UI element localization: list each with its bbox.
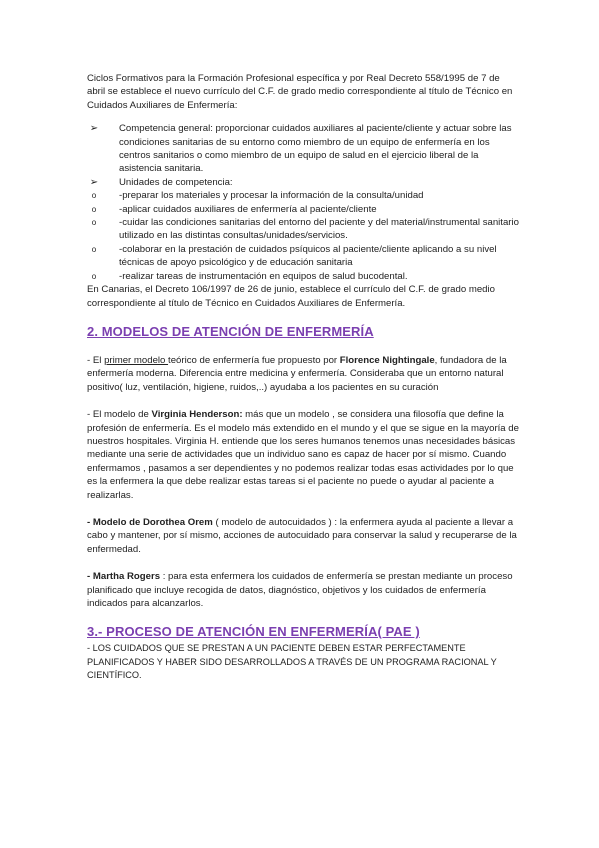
intro-paragraph: Ciclos Formativos para la Formación Profesional específica y por Real Decreto 558/1995 de 7 de abril se establece el nuevo currículo del C.F. de grado medio correspondiente al título de Técnico en Cuidados Auxiliares de Enfermería: (87, 73, 513, 111)
circle-bullet-icon: o (91, 271, 97, 281)
list-item (87, 176, 519, 189)
section-2-heading: 2. MODELOS DE ATENCIÓN DE ENFERMERÍA (87, 323, 374, 339)
list-item (87, 216, 519, 243)
list-item (87, 270, 519, 283)
rogers-paragraph (87, 570, 519, 610)
text-run: , fundadora de la enfermería moderna. Diferencia entre medicina y enfermería. Consideraba que un entorno natural positivo( luz, ventilación, higiene, ruidos,..) ayudaba a los pacientes en su curación (87, 354, 507, 393)
dorothea-orem-name: - Modelo de Dorothea Orem (87, 516, 213, 528)
text-run: - El (87, 354, 105, 366)
list-item-text: -realizar tareas de instrumentación en equipos de salud bucodental. (119, 270, 408, 282)
circle-bullet-icon: o (91, 244, 97, 254)
list-item-text: Unidades de competencia: (119, 176, 233, 188)
martha-rogers-name: - Martha Rogers (87, 571, 161, 583)
virginia-henderson-name: Virginia Henderson: (151, 409, 243, 421)
section-3-heading: 3.- PROCESO DE ATENCIÓN EN ENFERMERÍA( PAE ) (87, 624, 420, 640)
list-item-text: -preparar los materiales y procesar la información de la consulta/unidad (119, 190, 424, 202)
text-run: teórico de enfermería fue propuesto por (168, 354, 340, 366)
list-item (87, 203, 519, 216)
canarias-paragraph: En Canarias, el Decreto 106/1997 de 26 de junio, establece el currículo del C.F. de grado medio correspondiente al título de Técnico en Cuidados Auxiliares de Enfermería. (87, 284, 495, 309)
document-page (87, 72, 519, 683)
list-item-text: -cuidar las condiciones sanitarias del entorno del paciente y del material/instrumental sanitario utilizado en las distintas consultas/unidades/servicios. (119, 217, 519, 242)
circle-bullet-icon: o (91, 191, 97, 201)
henderson-paragraph (87, 408, 519, 502)
orem-paragraph (87, 516, 519, 556)
circle-bullet-icon: o (91, 218, 97, 228)
list-item (87, 189, 519, 202)
list-item-text: -aplicar cuidados auxiliares de enfermería al paciente/cliente (119, 203, 377, 215)
florence-nightingale-name: Florence Nightingale (339, 354, 435, 366)
list-item (87, 122, 519, 176)
arrow-bullet-icon: ➢ (89, 123, 99, 135)
competence-list (87, 122, 519, 283)
text-run: ( modelo de autocuidados ) : la enfermera ayuda al paciente a llevar a cabo y mantener, por sí mismo, acciones de autocuidado para conservar la salud y recuperarse de la enfermedad. (87, 516, 517, 555)
list-item (87, 243, 519, 270)
list-item-text: -colaborar en la prestación de cuidados psíquicos al paciente/cliente aplicando a su nivel técnicas de apoyo psicológico y de educación sanitaria (119, 243, 497, 269)
text-run: : para esta enfermera los cuidados de enfermería se prestan mediante un proceso planificado que incluye recogida de datos, diagnóstico, objetivos y los cuidados de enfermería indicados para alcanzarlos. (87, 571, 513, 609)
text-run: - El modelo de (87, 409, 152, 421)
text-run: más que un modelo , se considera una filosofía que define la profesión de enfermería. Es el modelo más extendido en el mundo y el que se sigue en la mayoría de nuestros hospitales. Virginia H. entiende que los seres humanos tenemos unas necesidades básicas mediante una serie de actividades que un individuo sano es capaz de hacer por sí mismo. Cuando enfermamos , pasamos a ser dependientes y no podemos realizar todas esas actividades por lo que es la enfermera la que debe realizar estas tareas si el paciente no puede o ayudar al paciente a realizarlas. (87, 409, 519, 501)
list-item-text: Competencia general: proporcionar cuidados auxiliares al paciente/cliente y actuar sobre las condiciones sanitarias de su entorno como miembro de un equipo de enfermería en los centros sanitarios o como miembro de un equipo de salud en el ejercicio liberal de la asistencia sanitaria. (119, 123, 512, 175)
nightingale-paragraph (87, 354, 519, 394)
pae-paragraph: - LOS CUIDADOS QUE SE PRESTAN A UN PACIENTE DEBEN ESTAR PERFECTAMENTE PLANIFICADOS Y HABER SIDO DESARROLLADOS A TRAVÉS DE UN PROGRAMA RACIONAL Y CIENTÍFICO. (87, 643, 497, 681)
primer-modelo-text: primer modelo (104, 354, 169, 366)
circle-bullet-icon: o (91, 204, 97, 214)
arrow-bullet-icon: ➢ (89, 176, 99, 188)
